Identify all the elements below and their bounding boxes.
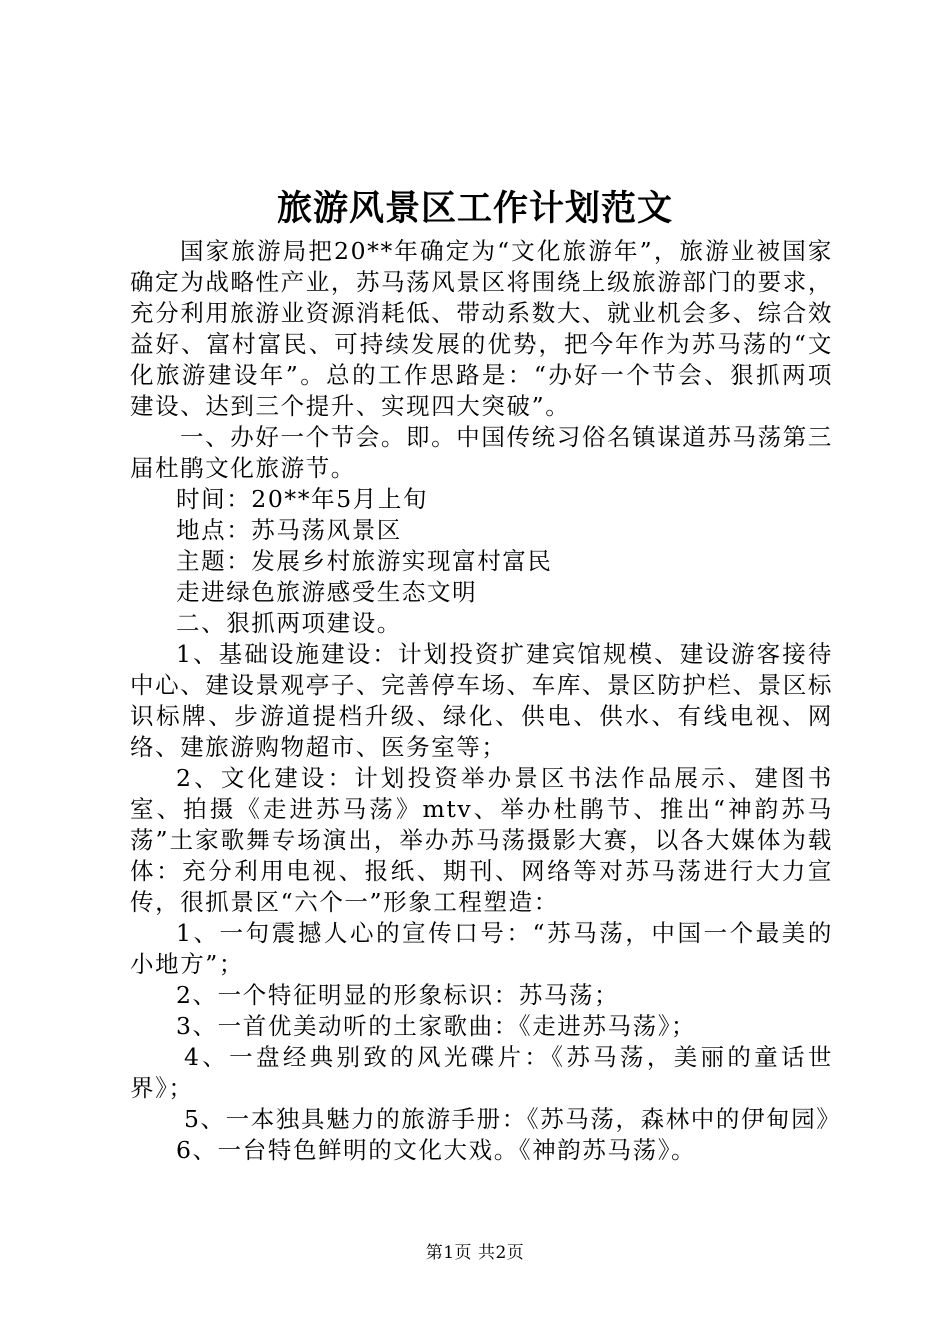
page-number-footer: 第1页 共2页: [425, 1243, 525, 1263]
event-theme-second-line: 走进绿色旅游感受生态文明: [176, 578, 478, 606]
section-one-heading: 一、办好一个节会。即。中国传统习俗名镇谋道苏马荡第三届杜鹃文化旅游节。: [130, 423, 833, 482]
six-one-item-2: 2、一个特征明显的形象标识：苏马荡；: [176, 981, 620, 1009]
six-one-item-5: 5、一本独具魅力的旅游手册：《苏马荡，森林中的伊甸园》: [184, 1105, 842, 1133]
event-location: 地点：苏马荡风景区: [176, 516, 402, 544]
section-two-heading: 二、狠抓两项建设。: [176, 609, 402, 637]
document-body: [130, 236, 842, 1166]
six-one-item-1: 1、一句震撼人心的宣传口号：“苏马荡，中国一个最美的小地方”；: [130, 919, 833, 978]
event-time: 时间：20**年5月上旬: [176, 485, 429, 513]
document-title: 旅游风景区工作计划范文: [276, 188, 673, 229]
intro-paragraph: 国家旅游局把20**年确定为“文化旅游年”，旅游业被国家确定为战略性产业，苏马荡风景区将围绕上级旅游部门的要求，充分利用旅游业资源消耗低、带动系数大、就业机会多、综合效益好、富村富民、可持续发展的优势，把今年作为苏马荡的“文化旅游建设年”。总的工作思路是：“办好一个节会、狠抓两项建设、达到三个提升、实现四大突破”。: [130, 237, 833, 420]
six-one-item-6: 6、一台特色鲜明的文化大戏。《神韵苏马荡》。: [176, 1136, 697, 1164]
infrastructure-item: 1、基础设施建设：计划投资扩建宾馆规模、建设游客接待中心、建设景观亭子、完善停车场、车库、景区防护栏、景区标识标牌、步游道提档升级、绿化、供电、供水、有线电视、网络、建旅游购物超市、医务室等；: [130, 640, 833, 761]
six-one-item-3: 3、一首优美动听的土家歌曲：《走进苏马荡》；: [176, 1012, 697, 1040]
event-theme: 主题：发展乡村旅游实现富村富民: [176, 547, 553, 575]
culture-item: 2、文化建设：计划投资举办景区书法作品展示、建图书室、拍摄《走进苏马荡》mtv、举办杜鹃节、推出“神韵苏马荡”土家歌舞专场演出，举办苏马荡摄影大赛，以各大媒体为载体：充分利用电视、报纸、期刊、网络等对苏马荡进行大力宣传，很抓景区“六个一”形象工程塑造：: [130, 764, 833, 916]
six-one-item-4: 4、一盘经典别致的风光碟片：《苏马荡，美丽的童话世界》；: [130, 1043, 833, 1102]
